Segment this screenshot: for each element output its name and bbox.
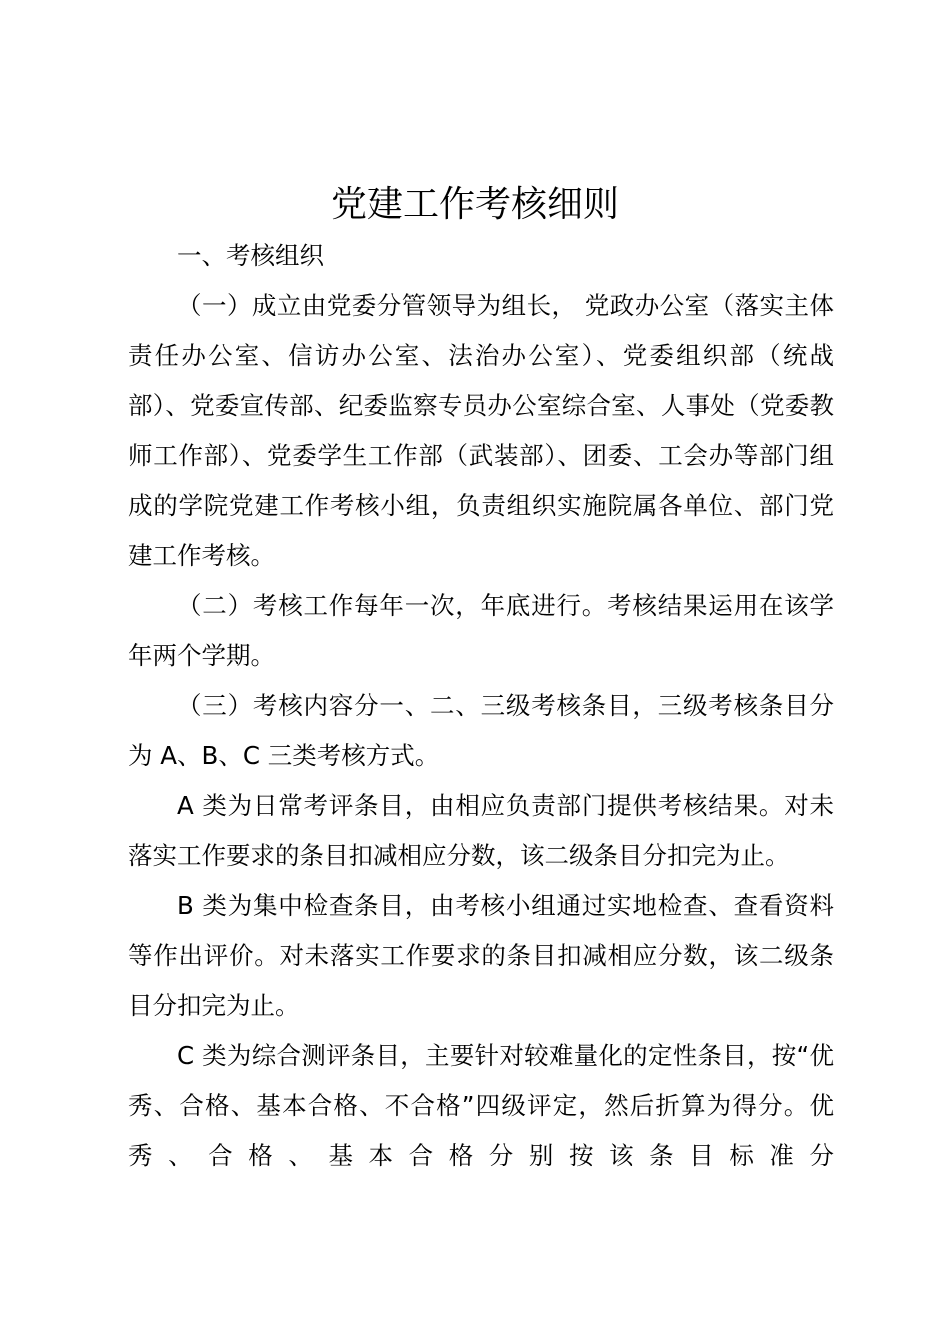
- paragraph-3: （三）考核内容分一、二、三级考核条目，三级考核条目分为 A、B、C 三类考核方式。: [128, 691, 834, 770]
- paragraph-6: C 类为综合测评条目，主要针对较难量化的定性条目，按“优秀、合格、基本合格、不合格”四级评定，然后折算为得分。优秀、合格、基本合格分别按该条目标准分: [128, 1041, 834, 1170]
- paragraph-1: （一）成立由党委分管领导为组长， 党政办公室（落实主体责任办公室、信访办公室、法治办公室）、党委组织部（统战部）、党委宣传部、纪委监察专员办公室综合室、人事处（党委教师工作部）、党委学生工作部（武装部）、团委、工会办等部门组成的学院党建工作考核小组，负责组织实施院属各单位、部门党建工作考核。: [128, 291, 834, 570]
- document-title: 党建工作考核细则: [330, 184, 619, 225]
- section-heading: 一、考核组织: [177, 241, 324, 270]
- document-body: [128, 231, 834, 1181]
- paragraph-2: （二）考核工作每年一次，年底进行。考核结果运用在该学年两个学期。: [128, 591, 834, 670]
- paragraph-5: B 类为集中检查条目，由考核小组通过实地检查、查看资料等作出评价。对未落实工作要求的条目扣减相应分数，该二级条目分扣完为止。: [128, 891, 834, 1020]
- paragraph-4: A 类为日常考评条目，由相应负责部门提供考核结果。对未落实工作要求的条目扣减相应分数，该二级条目分扣完为止。: [128, 791, 834, 870]
